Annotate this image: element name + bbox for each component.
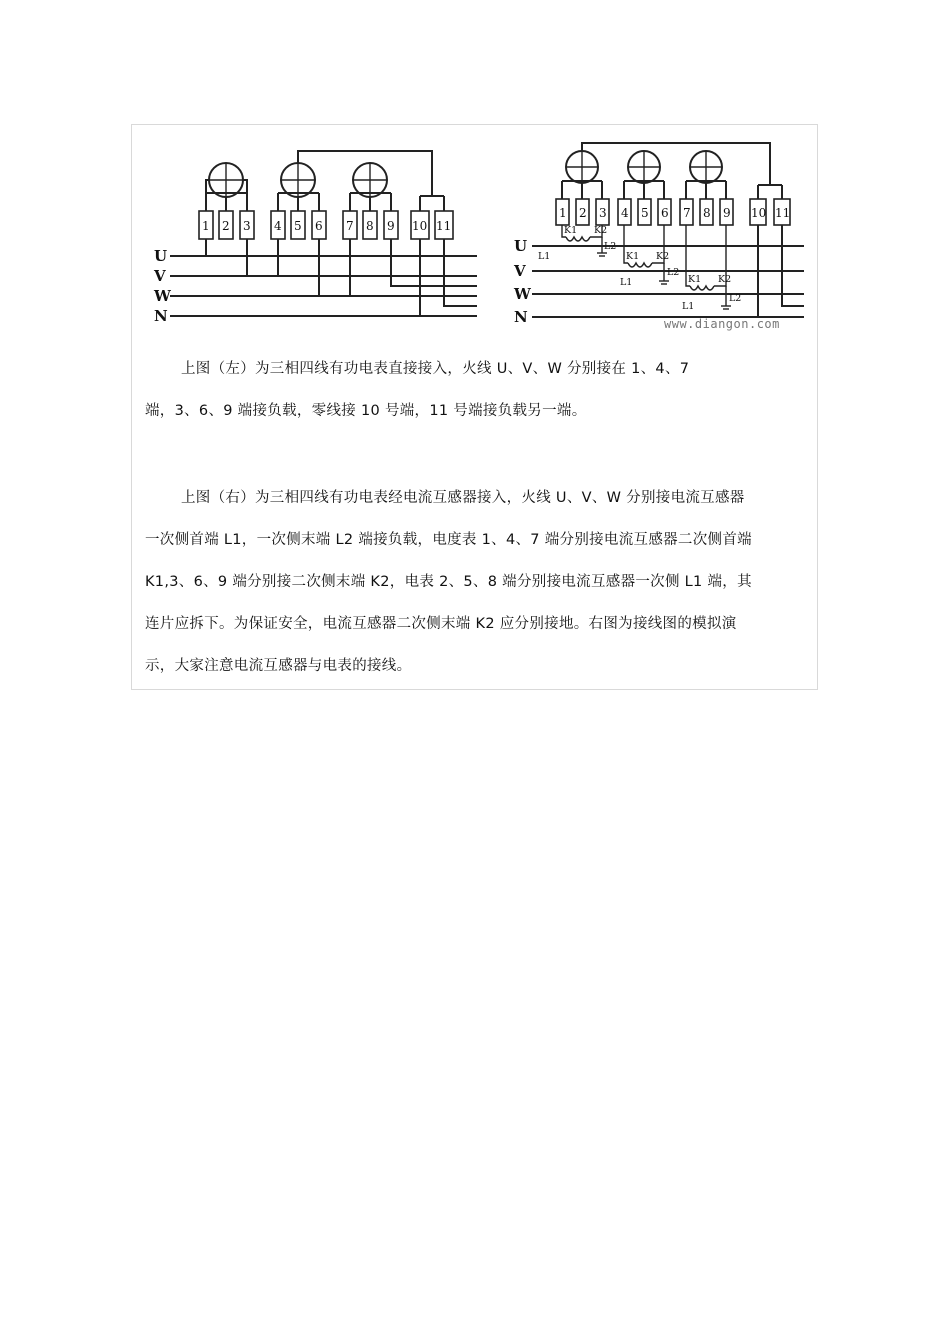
ct-coil-icon [628, 263, 652, 267]
neutral-bus [582, 143, 770, 185]
ct-k2-label: K2 [718, 274, 732, 285]
phase-label-v: V [154, 267, 166, 285]
phase-label-v: V [514, 262, 526, 280]
text-line [145, 348, 810, 390]
ct-k1-label: K1 [688, 274, 702, 285]
terminal-block [199, 211, 453, 239]
meter-coil-3 [350, 163, 391, 197]
current-transformer-u [538, 225, 616, 262]
paragraph-ct-connection [145, 477, 810, 687]
ct-l2-label: L2 [604, 241, 617, 252]
ct-l1-label: L1 [682, 301, 695, 312]
ct-l1-label: L1 [620, 277, 633, 288]
ct-l1-label: L1 [538, 251, 551, 262]
neutral-bus [298, 151, 432, 196]
phase-label-w: W [154, 287, 171, 305]
text-line: K1,3、6、9 端分别接二次侧末端 K2，电表 2、5、8 端分别接电流互感器一次侧 L1 端，其 [145, 574, 752, 590]
phase-label-w: W [514, 285, 531, 303]
text-line: 一次侧首端 L1，一次侧末端 L2 端接负载，电度表 1、4、7 端分别接电流互感器二次侧首端 [145, 532, 752, 548]
terminal-label: 7 [683, 206, 691, 220]
terminal-label: 2 [579, 206, 587, 220]
text-line: 连片应拆下。为保证安全，电流互感器二次侧末端 K2 应分别接地。右图为接线图的模拟演 [145, 616, 737, 632]
terminal-label: 5 [294, 219, 302, 233]
meter-coil-2 [278, 163, 319, 197]
phase-label-u: U [514, 237, 528, 255]
phase-label-n: N [154, 307, 168, 325]
terminal-label: 4 [274, 219, 282, 233]
ct-coil-icon [690, 286, 714, 290]
meter-coil-2 [624, 151, 664, 183]
ct-l2-label: L2 [667, 267, 680, 278]
text-line-content: 上图（左）为三相四线有功电表直接接入，火线 U、V、W 分别接在 1、4、7 [181, 361, 690, 377]
terminal-label: 6 [661, 206, 669, 220]
terminal-label: 11 [436, 219, 452, 233]
paragraph-direct-connection [145, 348, 810, 432]
ct-k1-label: K1 [564, 225, 578, 236]
text-line: 示，大家注意电流互感器与电表的接线。 [145, 658, 412, 674]
phase-label-u: U [154, 247, 168, 265]
current-transformer-w [682, 225, 741, 312]
terminal-label: 10 [412, 219, 428, 233]
text-line: 端，3、6、9 端接负载，零线接 10 号端，11 号端接负载另一端。 [145, 403, 587, 419]
terminal-label: 9 [723, 206, 731, 220]
ct-coil-icon [566, 237, 590, 241]
watermark-text: www.diangon.com [664, 317, 780, 331]
current-transformer-v [620, 225, 679, 288]
terminal-label: 11 [775, 206, 791, 220]
content-card [131, 124, 818, 690]
phase-label-n: N [514, 308, 528, 326]
terminal-block [556, 199, 790, 225]
ct-l2-label: L2 [729, 293, 742, 304]
terminal-label: 2 [222, 219, 230, 233]
ct-k1-label: K1 [626, 251, 640, 262]
direct-connection-diagram [152, 141, 492, 341]
text-line [145, 477, 810, 519]
terminal-label: 10 [751, 206, 767, 220]
meter-coil-1 [562, 151, 602, 183]
ct-connection-diagram [512, 141, 812, 341]
text-line-content: 上图（右）为三相四线有功电表经电流互感器接入，火线 U、V、W 分别接电流互感器 [181, 490, 745, 506]
meter-coil-3 [686, 151, 726, 183]
terminal-leads [206, 239, 477, 316]
terminal-label: 3 [599, 206, 607, 220]
terminal-label: 8 [703, 206, 711, 220]
terminal-label: 1 [559, 206, 567, 220]
terminal-label: 8 [366, 219, 374, 233]
terminal-label: 4 [621, 206, 629, 220]
meter-coil-1 [206, 163, 247, 197]
terminal-label: 5 [641, 206, 649, 220]
ct-k2-label: K2 [594, 225, 608, 236]
terminal-label: 6 [315, 219, 323, 233]
terminal-label: 1 [202, 219, 210, 233]
terminal-label: 3 [243, 219, 251, 233]
ct-k2-label: K2 [656, 251, 670, 262]
terminal-label: 9 [387, 219, 395, 233]
terminal-label: 7 [346, 219, 354, 233]
